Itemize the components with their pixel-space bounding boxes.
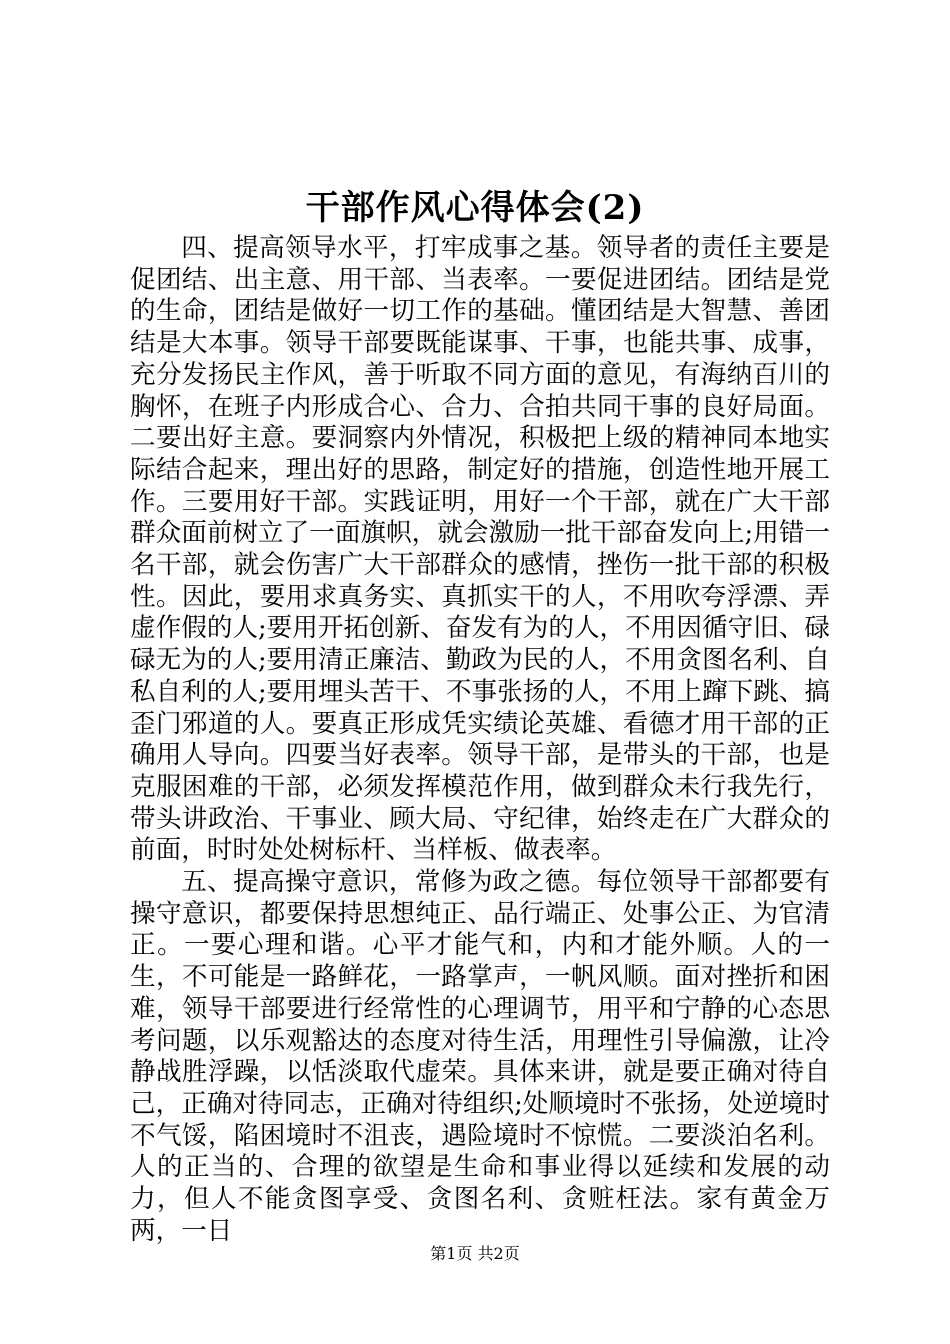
paragraph-1: 四、提高领导水平，打牢成事之基。领导者的责任主要是促团结、出主意、用干部、当表率。一要促进团结。团结是党的生命，团结是做好一切工作的基础。懂团结是大智慧、善团结是大本事。领导干部要既能谋事、干事，也能共事、成事，充分发扬民主作风，善于听取不同方面的意见，有海纳百川的胸怀，在班子内形成合心、合力、合拍共同干事的良好局面。二要出好主意。要洞察内外情况，积极把上级的精神同本地实际结合起来，理出好的思路，制定好的措施，创造性地开展工作。三要用好干部。实践证明，用好一个干部，就在广大干部群众面前树立了一面旗帜，就会激励一批干部奋发向上;用错一名干部，就会伤害广大干部群众的感情，挫伤一批干部的积极性。因此，要用求真务实、真抓实干的人，不用吹夸浮漂、弄虚作假的人;要用开拓创新、奋发有为的人，不用因循守旧、碌碌无为的人;要用清正廉洁、勤政为民的人，不用贪图名利、自私自利的人;要用埋头苦干、不事张扬的人，不用上蹿下跳、搞歪门邪道的人。要真正形成凭实绩论英雄、看德才用干部的正确用人导向。四要当好表率。领导干部，是带头的干部，也是克服困难的干部，必须发挥模范作用，做到群众未行我先行，带头讲政治、干事业、顾大局、守纪律，始终走在广大群众的前面，时时处处树标杆、当样板、做表率。 bbox=[130, 233, 830, 866]
document-body bbox=[130, 233, 830, 1248]
page-footer: 第1页 共2页 bbox=[430, 1244, 520, 1263]
document-title: 干部作风心得体会(2) bbox=[305, 188, 645, 228]
paragraph-2: 五、提高操守意识，常修为政之德。每位领导干部都要有操守意识，都要保持思想纯正、品行端正、处事公正、为官清正。一要心理和谐。心平才能气和，内和才能外顺。人的一生，不可能是一路鲜花，一路掌声，一帆风顺。面对挫折和困难，领导干部要进行经常性的心理调节，用平和宁静的心态思考问题，以乐观豁达的态度对待生活，用理性引导偏激，让冷静战胜浮躁，以恬淡取代虚荣。具体来讲，就是要正确对待自己，正确对待同志，正确对待组织;处顺境时不张扬，处逆境时不气馁，陷困境时不沮丧，遇险境时不惊慌。二要淡泊名利。人的正当的、合理的欲望是生命和事业得以延续和发展的动力，但人不能贪图享受、贪图名利、贪赃枉法。家有黄金万两，一日 bbox=[130, 867, 830, 1246]
